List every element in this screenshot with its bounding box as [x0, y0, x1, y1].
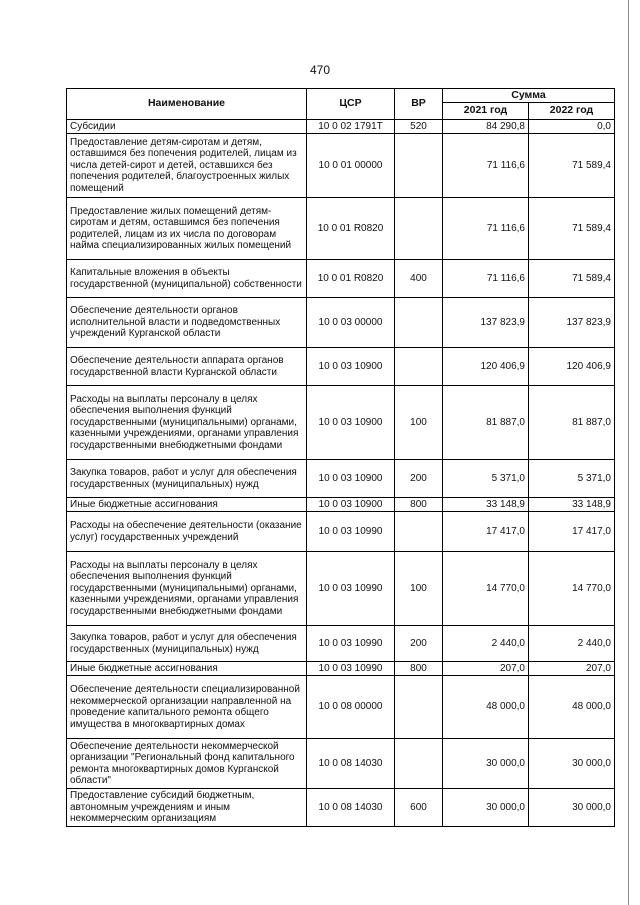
- row-sum-2021: 2 440,0: [443, 626, 529, 662]
- row-sum-2022: 137 823,9: [529, 298, 615, 348]
- row-csr: 10 0 03 10900: [307, 386, 395, 460]
- row-sum-2021: 137 823,9: [443, 298, 529, 348]
- row-sum-2021: 30 000,0: [443, 789, 529, 827]
- row-vr: 100: [395, 552, 443, 626]
- row-csr: 10 0 08 14030: [307, 789, 395, 827]
- row-name: Предоставление жилых помещений детям-сиротам и детям, оставшимся без попечения родителей, лицам из их числа по договорам найма специализированных жилых помещений: [67, 198, 307, 260]
- row-sum-2021: 17 417,0: [443, 512, 529, 552]
- row-name: Расходы на обеспечение деятельности (оказание услуг) государственных учреждений: [67, 512, 307, 552]
- row-name: Обеспечение деятельности аппарата органов государственной власти Курганской области: [67, 348, 307, 386]
- row-csr: 10 0 03 10900: [307, 348, 395, 386]
- row-sum-2021: 120 406,9: [443, 348, 529, 386]
- row-name: Обеспечение деятельности специализированной некоммерческой организации направленной на проведение капитального ремонта общего имущества в многоквартирных домах: [67, 676, 307, 739]
- row-vr: 400: [395, 260, 443, 298]
- row-csr: 10 0 02 1791Т: [307, 120, 395, 134]
- row-csr: 10 0 01 00000: [307, 134, 395, 198]
- table-row: [67, 662, 615, 676]
- row-vr: [395, 198, 443, 260]
- row-name: Иные бюджетные ассигнования: [67, 498, 307, 512]
- row-vr: [395, 298, 443, 348]
- header-year-2022: 2022 год: [529, 103, 615, 120]
- header-sum: Сумма: [443, 89, 615, 103]
- row-csr: 10 0 01 R0820: [307, 198, 395, 260]
- row-csr: 10 0 01 R0820: [307, 260, 395, 298]
- row-sum-2022: 207,0: [529, 662, 615, 676]
- table-row: [67, 386, 615, 460]
- row-sum-2022: 48 000,0: [529, 676, 615, 739]
- row-csr: 10 0 08 00000: [307, 676, 395, 739]
- table-row: [67, 676, 615, 739]
- row-csr: 10 0 03 10900: [307, 460, 395, 498]
- row-sum-2022: 71 589,4: [529, 198, 615, 260]
- row-vr: 100: [395, 386, 443, 460]
- row-name: Расходы на выплаты персоналу в целях обеспечения выполнения функций государственными (муниципальными) органами, казенными учреждениями, органами управления государственными внебюджетными фондами: [67, 552, 307, 626]
- row-sum-2022: 14 770,0: [529, 552, 615, 626]
- table-row: [67, 789, 615, 827]
- table-row: [67, 134, 615, 198]
- row-sum-2021: 81 887,0: [443, 386, 529, 460]
- row-name: Предоставление детям-сиротам и детям, оставшимся без попечения родителей, лицам из числа детей-сирот и детей, оставшихся без попечения родителей, благоустроенных жилых помещений: [67, 134, 307, 198]
- row-vr: 600: [395, 789, 443, 827]
- row-sum-2022: 5 371,0: [529, 460, 615, 498]
- header-vr: ВР: [395, 89, 443, 120]
- row-name: Обеспечение деятельности органов исполнительной власти и подведомственных учреждений Курганской области: [67, 298, 307, 348]
- table-row: [67, 626, 615, 662]
- row-sum-2022: 0,0: [529, 120, 615, 134]
- row-sum-2022: 71 589,4: [529, 260, 615, 298]
- table-row: [67, 298, 615, 348]
- row-sum-2022: 2 440,0: [529, 626, 615, 662]
- row-vr: 800: [395, 662, 443, 676]
- row-sum-2021: 14 770,0: [443, 552, 529, 626]
- table-row: [67, 260, 615, 298]
- row-name: Обеспечение деятельности некоммерческой организации "Региональный фонд капитального ремонта многоквартирных домов Курганской области": [67, 739, 307, 789]
- header-name: Наименование: [67, 89, 307, 120]
- row-vr: [395, 512, 443, 552]
- row-name: Закупка товаров, работ и услуг для обеспечения государственных (муниципальных) нужд: [67, 626, 307, 662]
- row-sum-2021: 71 116,6: [443, 260, 529, 298]
- row-name: Капитальные вложения в объекты государственной (муниципальной) собственности: [67, 260, 307, 298]
- row-sum-2021: 207,0: [443, 662, 529, 676]
- row-vr: [395, 676, 443, 739]
- budget-table: [66, 88, 615, 827]
- header-year-2021: 2021 год: [443, 103, 529, 120]
- row-sum-2021: 48 000,0: [443, 676, 529, 739]
- row-sum-2021: 84 290,8: [443, 120, 529, 134]
- header-csr: ЦСР: [307, 89, 395, 120]
- row-csr: 10 0 03 10990: [307, 626, 395, 662]
- row-sum-2021: 71 116,6: [443, 198, 529, 260]
- row-vr: 200: [395, 460, 443, 498]
- row-sum-2022: 30 000,0: [529, 789, 615, 827]
- row-name: Расходы на выплаты персоналу в целях обеспечения выполнения функций государственными (муниципальными) органами, казенными учреждениями, органами управления государственными внебюджетными фондами: [67, 386, 307, 460]
- row-sum-2022: 33 148,9: [529, 498, 615, 512]
- row-name: Закупка товаров, работ и услуг для обеспечения государственных (муниципальных) нужд: [67, 460, 307, 498]
- row-vr: [395, 739, 443, 789]
- row-vr: [395, 348, 443, 386]
- row-name: Субсидии: [67, 120, 307, 134]
- table-row: [67, 552, 615, 626]
- row-sum-2022: 71 589,4: [529, 134, 615, 198]
- table-row: [67, 348, 615, 386]
- scan-edge-line: [628, 0, 629, 905]
- row-sum-2022: 120 406,9: [529, 348, 615, 386]
- row-name: Иные бюджетные ассигнования: [67, 662, 307, 676]
- row-sum-2022: 81 887,0: [529, 386, 615, 460]
- row-csr: 10 0 03 10990: [307, 552, 395, 626]
- row-csr: 10 0 03 00000: [307, 298, 395, 348]
- row-vr: 800: [395, 498, 443, 512]
- table-row: [67, 120, 615, 134]
- row-name: Предоставление субсидий бюджетным, автономным учреждениям и иным некоммерческим организациям: [67, 789, 307, 827]
- row-vr: 520: [395, 120, 443, 134]
- table-row: [67, 512, 615, 552]
- row-csr: 10 0 03 10990: [307, 662, 395, 676]
- row-sum-2021: 5 371,0: [443, 460, 529, 498]
- row-sum-2021: 71 116,6: [443, 134, 529, 198]
- row-sum-2022: 17 417,0: [529, 512, 615, 552]
- table-row: [67, 460, 615, 498]
- table-row: [67, 739, 615, 789]
- row-csr: 10 0 08 14030: [307, 739, 395, 789]
- row-sum-2021: 33 148,9: [443, 498, 529, 512]
- row-vr: 200: [395, 626, 443, 662]
- row-csr: 10 0 03 10900: [307, 498, 395, 512]
- row-sum-2021: 30 000,0: [443, 739, 529, 789]
- table-row: [67, 198, 615, 260]
- row-sum-2022: 30 000,0: [529, 739, 615, 789]
- table-row: [67, 498, 615, 512]
- row-vr: [395, 134, 443, 198]
- page-number: 470: [309, 63, 331, 77]
- row-csr: 10 0 03 10990: [307, 512, 395, 552]
